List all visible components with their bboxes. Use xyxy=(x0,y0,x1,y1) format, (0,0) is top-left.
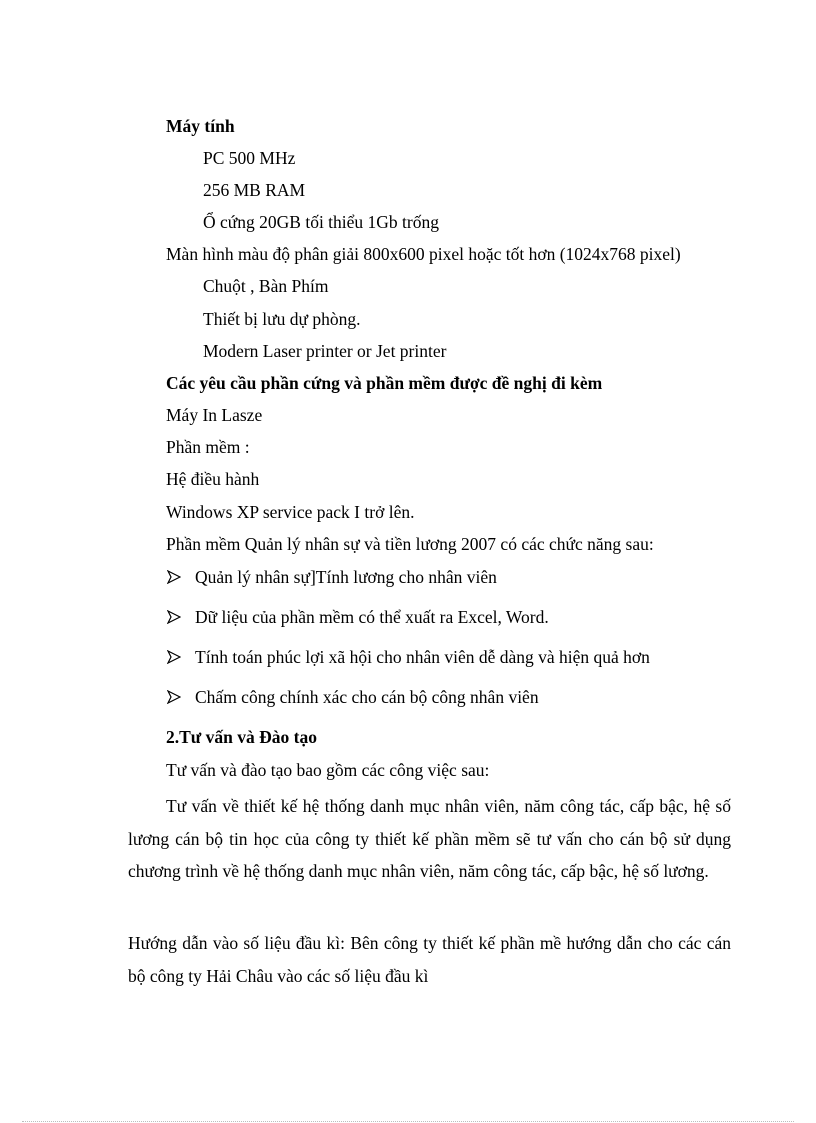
req-features-intro: Phần mềm Quản lý nhân sự và tiền lương 2007 có các chức năng sau: xyxy=(166,534,654,554)
spec-backup: Thiết bị lưu dự phòng. xyxy=(203,309,361,329)
feature-item-text: Quản lý nhân sự]Tính lương cho nhân viên xyxy=(195,567,497,587)
arrow-bullet-icon xyxy=(167,570,181,584)
consulting-paragraph: Tư vấn về thiết kế hệ thống danh mục nhân viên, năm công tác, cấp bậc, hệ số lương cán bộ tin học của công ty thiết kế phần mềm sẽ tư vấn cho cán bộ sử dụng chương trình về hệ thống danh mục nhân viên, năm công tác, cấp bậc, hệ số lương. xyxy=(128,796,731,881)
spec-disk: Ổ cứng 20GB tối thiểu 1Gb trống xyxy=(203,212,439,232)
spec-input-devices: Chuột , Bàn Phím xyxy=(203,276,329,296)
spec-monitor: Màn hình màu độ phân giải 800x600 pixel hoặc tốt hơn (1024x768 pixel) xyxy=(166,244,681,264)
page-bottom-divider xyxy=(22,1121,794,1122)
consulting-intro: Tư vấn và đào tạo bao gồm các công việc sau: xyxy=(166,760,490,780)
req-os-value: Windows XP service pack I trở lên. xyxy=(166,502,415,522)
section-heading-requirements: Các yêu cầu phần cứng và phần mềm được đề nghị đi kèm xyxy=(166,373,603,393)
guidance-paragraph: Hướng dẫn vào số liệu đầu kì: Bên công ty thiết kế phần mề hướng dẫn cho các cán bộ công ty Hải Châu vào các số liệu đầu kì xyxy=(128,933,731,986)
section-heading-computer: Máy tính xyxy=(166,116,235,136)
spec-ram: 256 MB RAM xyxy=(203,180,306,200)
spec-printer: Modern Laser printer or Jet printer xyxy=(203,341,447,361)
arrow-bullet-icon xyxy=(167,690,181,704)
req-software-label: Phần mềm : xyxy=(166,437,250,457)
spec-cpu: PC 500 MHz xyxy=(203,148,296,168)
arrow-bullet-icon xyxy=(167,650,181,664)
req-printer: Máy In Lasze xyxy=(166,405,263,425)
arrow-bullet-icon xyxy=(167,610,181,624)
feature-item-text: Tính toán phúc lợi xã hội cho nhân viên dễ dàng và hiện quả hơn xyxy=(195,647,650,667)
req-os-label: Hệ điều hành xyxy=(166,469,260,489)
feature-item-text: Chấm công chính xác cho cán bộ công nhân viên xyxy=(195,687,539,707)
feature-item-text: Dữ liệu của phần mềm có thể xuất ra Excel, Word. xyxy=(195,607,549,627)
section-heading-consulting: 2.Tư vấn và Đào tạo xyxy=(166,727,317,747)
